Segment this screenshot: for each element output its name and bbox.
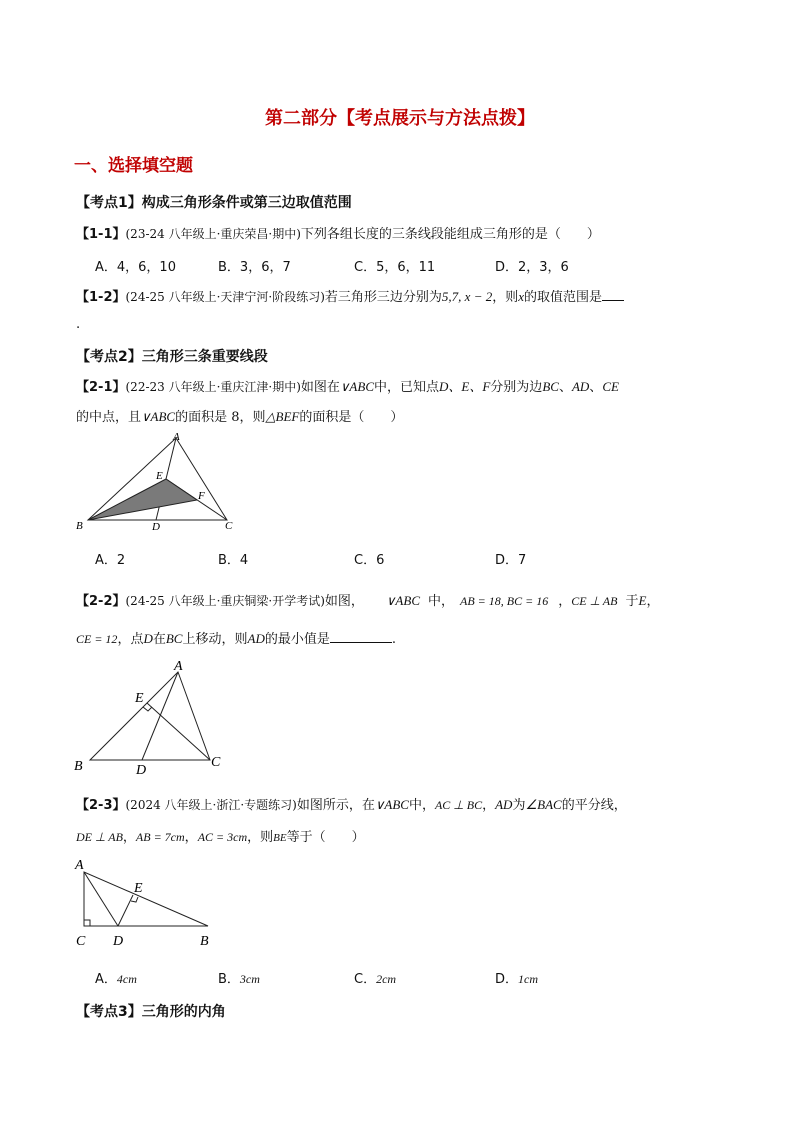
option-b: B．3cm — [218, 972, 260, 987]
math-condition: CE ⊥ AB — [571, 594, 618, 608]
label-a: A — [173, 431, 180, 443]
label-c: C — [225, 520, 233, 532]
question-text: 的取值范围是 — [524, 290, 603, 305]
label-a: A — [75, 858, 84, 873]
label-e: E — [134, 881, 143, 896]
math-condition: AC ⊥ BC — [434, 798, 483, 812]
trailing-period: . — [76, 317, 81, 332]
label-b: B — [76, 520, 83, 532]
option-a: A．4，6，10 — [95, 260, 176, 275]
math-segment: BC — [165, 631, 183, 646]
page-title: 第二部分【考点展示与方法点拨】 — [265, 108, 535, 129]
option-d: D．1cm — [495, 972, 539, 987]
option-value: 2cm — [376, 972, 397, 986]
label-d: D — [152, 521, 160, 533]
question-text: 为 — [512, 798, 526, 813]
math-triangle: ∨ABC — [339, 379, 374, 394]
option-d: D．2，3，6 — [495, 260, 569, 275]
separator: ， — [558, 594, 572, 609]
question-2-2-line1 — [76, 590, 659, 609]
math-triangle: △BEF — [265, 409, 300, 424]
math-segment: AD — [495, 797, 513, 812]
option-value: 1cm — [518, 972, 539, 986]
question-text: 于 — [625, 594, 639, 609]
question-text: ，则 — [247, 830, 274, 845]
math-segment: CE — [602, 379, 619, 394]
question-text: 分别为边 — [490, 380, 543, 395]
math-triangle: ∨ABC — [374, 797, 409, 812]
label-b: B — [74, 759, 83, 774]
separator: 、 — [558, 380, 572, 395]
option-value: 3cm — [239, 972, 260, 986]
kaodian1-heading: 【考点1】构成三角形条件或第三边取值范围 — [76, 195, 352, 211]
question-number: 【1-2】 — [76, 290, 126, 305]
question-1-2 — [76, 286, 624, 305]
math-segment: AD — [247, 631, 265, 646]
question-text: ， — [646, 594, 660, 609]
label-d: D — [113, 934, 124, 949]
question-text: 上移动，则 — [182, 632, 248, 647]
question-text: 中， — [408, 798, 435, 813]
question-text: 如图所示，在 — [296, 798, 375, 813]
math-condition: AB = 18, BC = 16 — [460, 594, 549, 608]
option-a: A．4cm — [95, 972, 137, 987]
answer-blank — [602, 288, 624, 301]
math-variable: x — [518, 289, 525, 304]
question-text: 的面积是 8，则 — [175, 410, 266, 425]
label-e: E — [156, 470, 163, 482]
question-2-3-line1 — [76, 794, 627, 813]
kaodian3-heading: 【考点3】三角形的内角 — [76, 1004, 226, 1020]
question-text: 下列各组长度的三条线段能组成三角形的是（ ） — [300, 227, 600, 242]
question-2-1-line1 — [76, 376, 619, 395]
question-text: 的中点，且 — [76, 410, 142, 425]
question-text: 中，已知点 — [374, 380, 440, 395]
question-text: 在 — [152, 632, 166, 647]
answer-blank — [330, 630, 392, 643]
question-text: 的面积是（ ） — [299, 410, 404, 425]
question-source: (24-25 八年级上·天津宁河·阶段练习) — [125, 290, 325, 304]
option-b: B．4 — [218, 553, 249, 568]
math-segment: AD — [571, 379, 590, 394]
question-text: 如图在 — [300, 380, 340, 395]
math-point: E — [638, 593, 647, 608]
shaded-triangle-bef — [88, 479, 197, 520]
option-value: 4cm — [116, 972, 137, 986]
question-number: 【2-3】 — [76, 798, 126, 813]
trailing-period: . — [391, 632, 396, 647]
question-1-1 — [76, 223, 600, 242]
separator: ， — [482, 798, 496, 813]
option-c: C．2cm — [354, 972, 397, 987]
label-e: E — [135, 691, 144, 706]
math-angle: ∠BAC — [525, 797, 562, 812]
question-source: (23-24 八年级上·重庆荣昌·期中) — [125, 227, 301, 241]
option-d: D．7 — [495, 553, 527, 568]
question-text: 的平分线， — [561, 798, 627, 813]
label-b: B — [200, 934, 209, 949]
math-triangle: ∨ABC — [141, 409, 176, 424]
math-condition: AB = 7cm — [135, 830, 185, 844]
figure-2-1 — [72, 428, 247, 533]
option-b: B．3，6，7 — [218, 260, 291, 275]
kaodian2-heading: 【考点2】三角形三条重要线段 — [76, 349, 268, 365]
question-2-3-line2 — [76, 826, 365, 845]
question-text: ，点 — [117, 632, 144, 647]
math-expression: 5,7, x − 2 — [441, 289, 493, 304]
label-d: D — [136, 763, 147, 777]
question-number: 【2-2】 — [76, 594, 126, 609]
question-text: 如图， — [324, 594, 364, 609]
label-c: C — [76, 934, 86, 949]
math-point: D — [143, 631, 153, 646]
question-source: (22-23 八年级上·重庆江津·期中) — [125, 380, 301, 394]
label-c: C — [211, 755, 221, 770]
math-condition: CE = 12 — [76, 632, 118, 646]
label-f: F — [198, 490, 205, 502]
option-c: C．5，6，11 — [354, 260, 436, 275]
option-c: C．6 — [354, 553, 385, 568]
math-segment: BE — [273, 832, 287, 844]
question-2-1-line2 — [76, 406, 403, 425]
question-text: 的最小值是 — [264, 632, 330, 647]
question-2-2-line2 — [76, 628, 396, 647]
question-source: (2024 八年级上·浙江·专题练习) — [125, 798, 297, 812]
math-condition: DE ⊥ AB — [76, 830, 123, 844]
question-text: 中， — [428, 594, 455, 609]
question-number: 【2-1】 — [76, 380, 126, 395]
question-number: 【1-1】 — [76, 227, 126, 242]
separator: ， — [122, 830, 136, 845]
section-heading: 一、选择填空题 — [74, 156, 193, 176]
question-text: ，则 — [492, 290, 519, 305]
label-a: A — [174, 659, 183, 674]
question-text: 等于（ ） — [286, 830, 365, 845]
question-source: (24-25 八年级上·重庆铜梁·开学考试) — [125, 594, 325, 608]
math-condition: AC = 3cm — [197, 830, 248, 844]
question-text: 若三角形三边分别为 — [324, 290, 442, 305]
separator: 、 — [589, 380, 603, 395]
figure-2-3 — [70, 850, 230, 950]
math-segment: BC — [542, 379, 559, 394]
separator: ， — [184, 830, 198, 845]
figure-2-2 — [70, 652, 235, 777]
math-triangle: ∨ABC — [385, 593, 420, 608]
math-points: D、E、F — [439, 379, 491, 394]
option-a: A．2 — [95, 553, 126, 568]
